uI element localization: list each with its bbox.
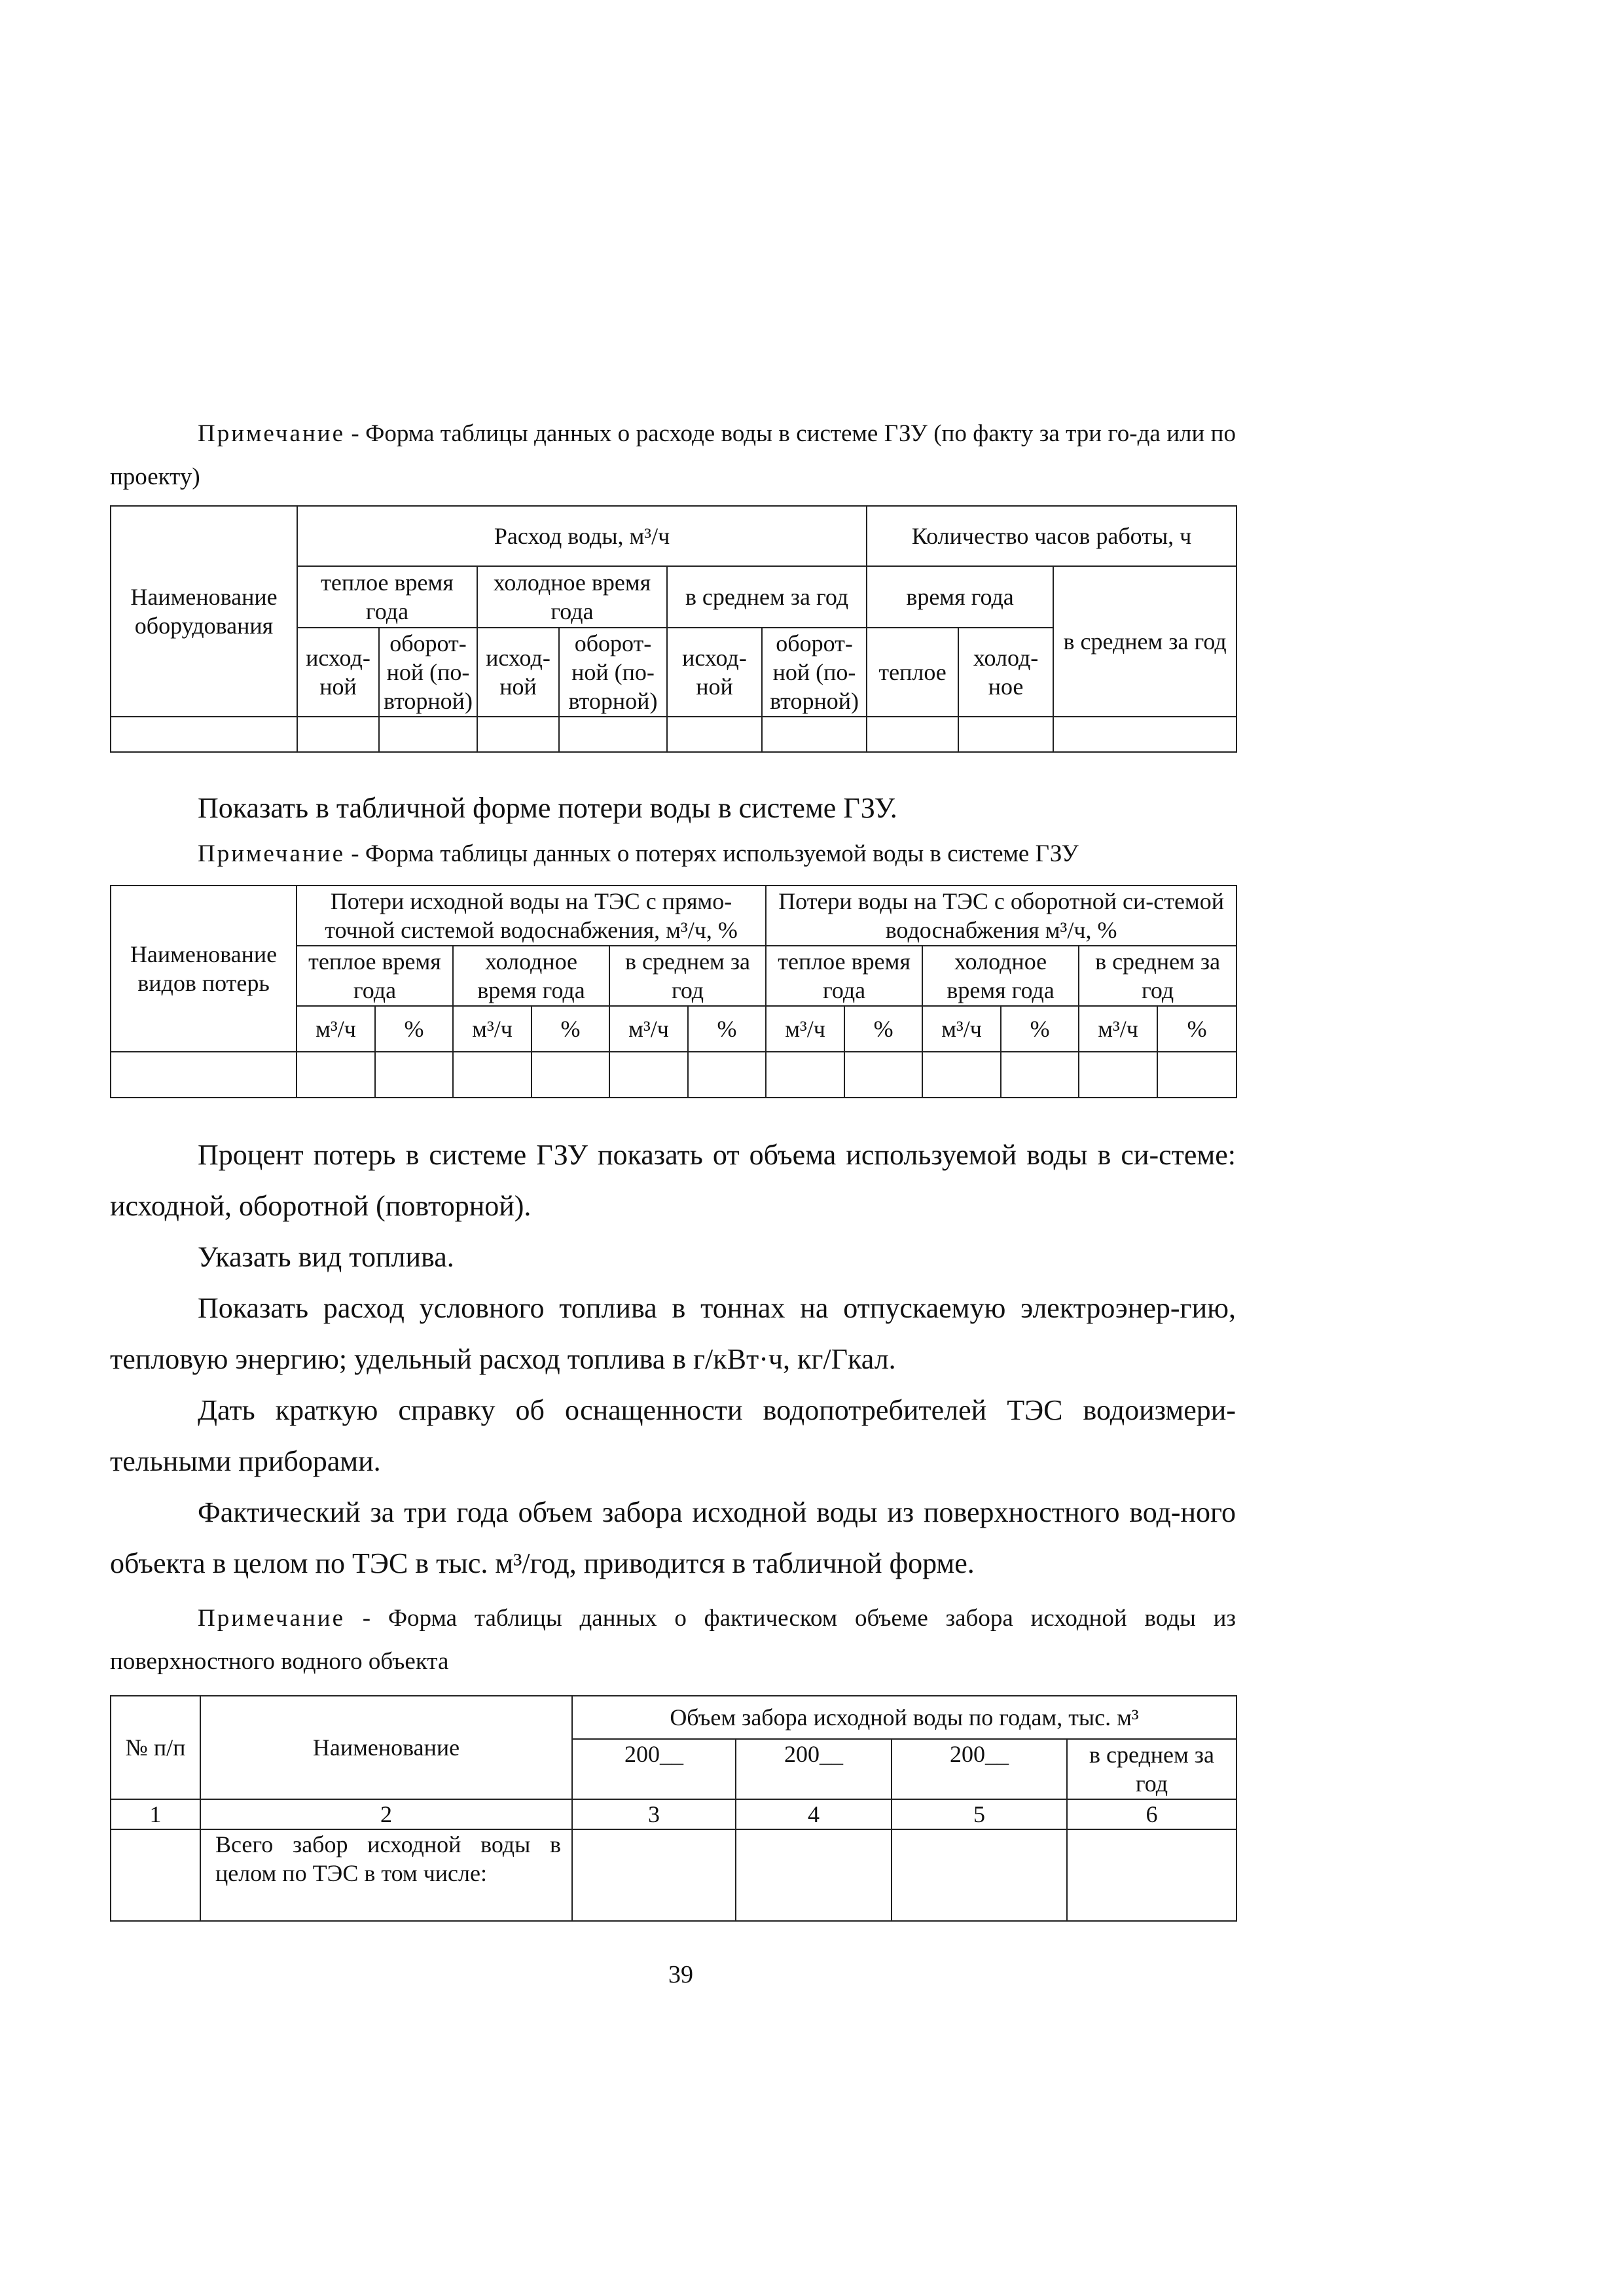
empty-cell <box>867 717 958 752</box>
empty-cell <box>297 717 379 752</box>
unit-m3h: м³/ч <box>922 1006 1001 1052</box>
flow-header: Расход воды, м³/ч <box>297 506 867 566</box>
year-2: 200__ <box>736 1739 892 1799</box>
paragraph-loss-percent: Процент потерь в системе ГЗУ показать от объема используемой воды в си-стеме: исходной, оборотной (повторной). <box>110 1139 1236 1222</box>
cold-season: холодное время года <box>477 566 667 628</box>
empty-cell <box>1157 1052 1236 1098</box>
unit-m3h: м³/ч <box>297 1006 375 1052</box>
warm-season: теплое время года <box>766 946 922 1006</box>
unit-percent: % <box>375 1006 453 1052</box>
water-losses-table <box>110 885 1237 1098</box>
note-label: Примечание <box>198 840 345 867</box>
cold-season: холодное время года <box>922 946 1079 1006</box>
recirc-water: оборот-ной (по-вторной) <box>379 628 477 717</box>
col-name: Наименование <box>200 1696 572 1799</box>
empty-cell <box>667 717 762 752</box>
col-index: 2 <box>200 1799 572 1829</box>
paragraph-water-intake: Фактический за три года объем забора исходной воды из поверхностного вод-ного объекта в целом по ТЭС в тыс. м³/год, приводится в табличной форме. <box>110 1496 1236 1579</box>
hours-warm: теплое <box>867 628 958 717</box>
recirc-water: оборот-ной (по-вторной) <box>559 628 667 717</box>
empty-cell <box>688 1052 766 1098</box>
paragraph-fuel-consumption: Показать расход условного топлива в тоннах на отпускаемую электроэнер-гию, тепловую энергию; удельный расход топлива в г/кВт·ч, кг/Гкал. <box>110 1292 1236 1375</box>
source-water: исход-ной <box>297 628 379 717</box>
unit-percent: % <box>688 1006 766 1052</box>
empty-cell <box>958 717 1053 752</box>
note-table3 <box>110 1597 1236 1683</box>
warm-season: теплое время года <box>297 946 453 1006</box>
source-water: исход-ной <box>667 628 762 717</box>
empty-cell <box>111 1052 297 1098</box>
unit-m3h: м³/ч <box>1079 1006 1157 1052</box>
empty-cell <box>766 1052 844 1098</box>
unit-percent: % <box>1001 1006 1079 1052</box>
empty-cell <box>736 1829 892 1921</box>
col-equipment-name: Наименование оборудования <box>111 506 297 717</box>
unit-m3h: м³/ч <box>453 1006 532 1052</box>
unit-percent: % <box>844 1006 922 1052</box>
note-text: - Форма таблицы данных о расходе воды в системе ГЗУ (по факту за три го-да или по проекту) <box>110 420 1236 490</box>
annual-average: в среднем за год <box>1067 1739 1236 1799</box>
cold-season: холодное время года <box>453 946 609 1006</box>
group-direct-flow: Потери исходной воды на ТЭС с прямо-точной системой водоснабжения, м³/ч, % <box>297 886 766 946</box>
hours-annual-average: в среднем за год <box>1053 566 1236 717</box>
losses-instruction: Показать в табличной форме потери воды в системе ГЗУ. <box>198 792 897 824</box>
empty-cell <box>1001 1052 1079 1098</box>
note-text: - Форма таблицы данных о фактическом объеме забора исходной воды из поверхностного водного объекта <box>110 1605 1236 1675</box>
paragraph-metering: Дать краткую справку об оснащенности водопотребителей ТЭС водоизмери-тельными приборами. <box>110 1394 1236 1477</box>
paragraph-fuel-type: Указать вид топлива. <box>198 1241 454 1273</box>
note-table1 <box>110 412 1236 499</box>
col-index: 6 <box>1067 1799 1236 1829</box>
year-1: 200__ <box>572 1739 736 1799</box>
col-index: 3 <box>572 1799 736 1829</box>
annual-average: в среднем за год <box>1079 946 1236 1006</box>
water-flow-table <box>110 505 1237 753</box>
hours-cold: холод-ное <box>958 628 1053 717</box>
page-number: 39 <box>668 1961 693 1988</box>
unit-percent: % <box>1157 1006 1236 1052</box>
empty-cell <box>111 1829 200 1921</box>
empty-cell <box>609 1052 688 1098</box>
recirc-water: оборот-ной (по-вторной) <box>762 628 867 717</box>
year-3: 200__ <box>892 1739 1067 1799</box>
empty-cell <box>1079 1052 1157 1098</box>
empty-cell <box>572 1829 736 1921</box>
empty-cell <box>559 717 667 752</box>
empty-cell <box>379 717 477 752</box>
intake-group-header: Объем забора исходной воды по годам, тыс. м³ <box>572 1696 1236 1739</box>
annual-average: в среднем за год <box>667 566 867 628</box>
group-recirculating: Потери воды на ТЭС с оборотной си-стемой водоснабжения м³/ч, % <box>766 886 1236 946</box>
empty-cell <box>111 717 297 752</box>
unit-m3h: м³/ч <box>609 1006 688 1052</box>
source-water: исход-ной <box>477 628 559 717</box>
water-intake-table <box>110 1695 1237 1922</box>
empty-cell <box>1053 717 1236 752</box>
warm-season: теплое время года <box>297 566 477 628</box>
season-header: время года <box>867 566 1053 628</box>
hours-header: Количество часов работы, ч <box>867 506 1236 566</box>
col-index: 4 <box>736 1799 892 1829</box>
note-table2 <box>198 833 1236 876</box>
unit-m3h: м³/ч <box>766 1006 844 1052</box>
empty-cell <box>477 717 559 752</box>
empty-cell <box>297 1052 375 1098</box>
note-label: Примечание <box>198 420 345 447</box>
note-text: - Форма таблицы данных о потерях используемой воды в системе ГЗУ <box>345 840 1079 867</box>
empty-cell <box>762 717 867 752</box>
empty-cell <box>453 1052 532 1098</box>
empty-cell <box>375 1052 453 1098</box>
col-index: 1 <box>111 1799 200 1829</box>
col-number: № п/п <box>111 1696 200 1799</box>
empty-cell <box>844 1052 922 1098</box>
col-loss-type: Наименование видов потерь <box>111 886 297 1052</box>
col-index: 5 <box>892 1799 1067 1829</box>
empty-cell <box>892 1829 1067 1921</box>
empty-cell <box>1067 1829 1236 1921</box>
annual-average: в среднем за год <box>609 946 766 1006</box>
unit-percent: % <box>532 1006 609 1052</box>
note-label: Примечание <box>198 1605 345 1632</box>
row-total-intake: Всего забор исходной воды в целом по ТЭС в том числе: <box>200 1829 572 1921</box>
empty-cell <box>532 1052 609 1098</box>
empty-cell <box>922 1052 1001 1098</box>
